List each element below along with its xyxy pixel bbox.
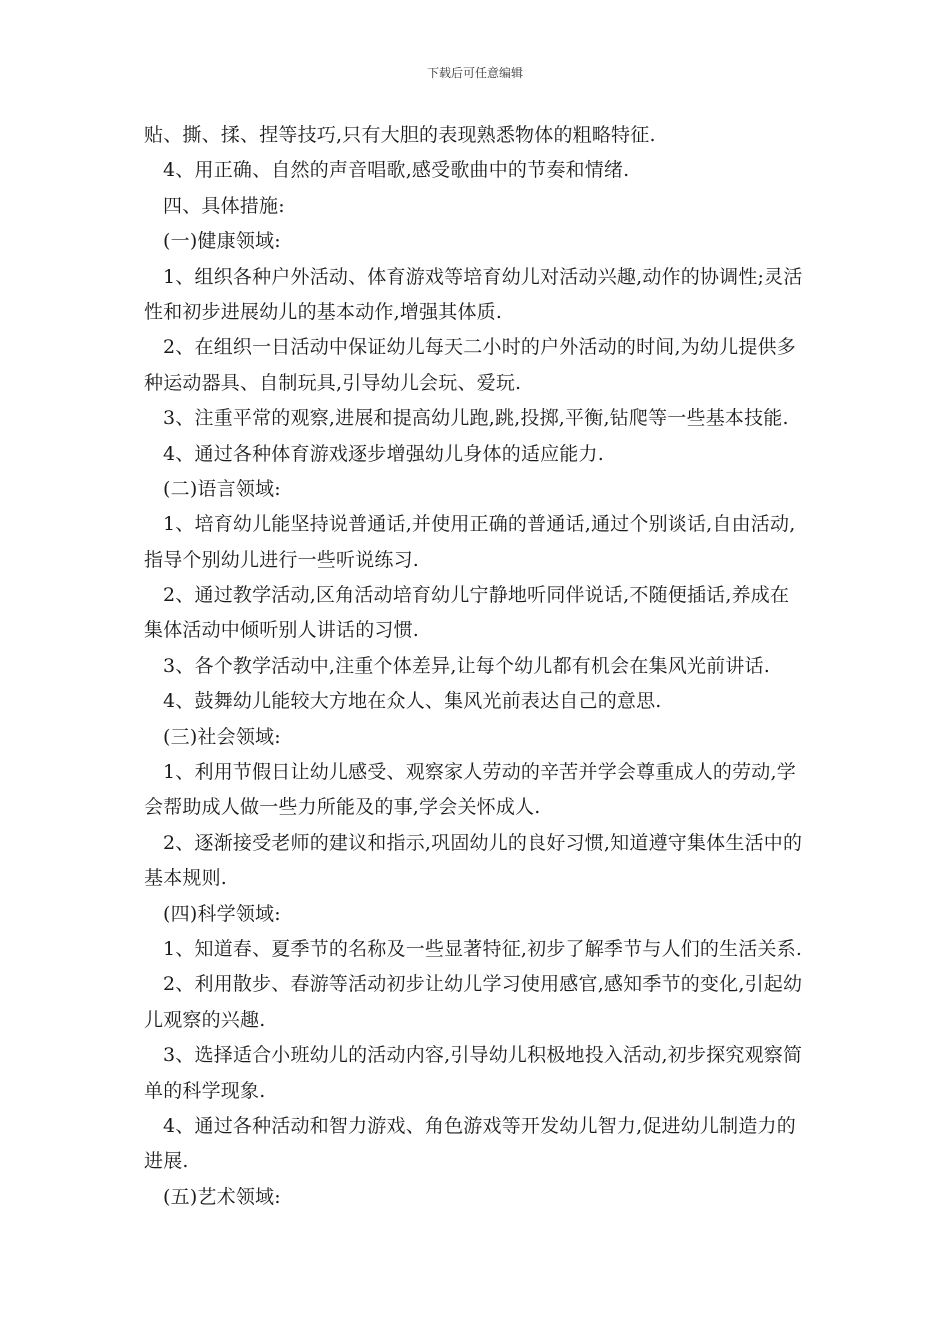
text-line: 四、具体措施:	[163, 194, 285, 217]
text-line: 基本规则.	[144, 867, 228, 890]
text-line: (四)科学领域:	[163, 902, 281, 925]
text-line: (二)语言领域:	[163, 477, 281, 500]
text-line: 2、在组织一日活动中保证幼儿每天二小时的户外活动的时间,为幼儿提供多	[163, 336, 796, 359]
text-line: 2、利用散步、春游等活动初步让幼儿学习使用感官,感知季节的变化,引起幼	[163, 973, 803, 996]
text-line: 种运动器具、自制玩具,引导幼儿会玩、爱玩.	[144, 371, 522, 394]
text-line: 4、通过各种体育游戏逐步增强幼儿身体的适应能力.	[163, 442, 604, 465]
text-line: 进展.	[144, 1150, 189, 1173]
text-line: 3、选择适合小班幼儿的活动内容,引导幼儿积极地投入活动,初步探究观察简	[163, 1044, 803, 1067]
text-line: (三)社会领域:	[163, 725, 281, 748]
text-line: 1、培育幼儿能坚持说普通话,并使用正确的普通话,通过个别谈话,自由活动,	[163, 513, 796, 536]
text-line: 性和初步进展幼儿的基本动作,增强其体质.	[144, 300, 503, 323]
text-line: (五)艺术领域:	[163, 1185, 281, 1208]
text-line: 儿观察的兴趣.	[144, 1008, 266, 1031]
text-line: (一)健康领域:	[163, 230, 281, 253]
text-line: 1、利用节假日让幼儿感受、观察家人劳动的辛苦并学会尊重成人的劳动,学	[163, 761, 796, 784]
text-line: 1、知道春、夏季节的名称及一些显著特征,初步了解季节与人们的生活关系.	[163, 937, 803, 960]
text-line: 贴、撕、揉、捏等技巧,只有大胆的表现熟悉物体的粗略特征.	[144, 124, 656, 146]
text-line: 4、通过各种活动和智力游戏、角色游戏等开发幼儿智力,促进幼儿制造力的	[163, 1114, 796, 1137]
text-line: 单的科学现象.	[144, 1079, 266, 1102]
text-line: 4、鼓舞幼儿能较大方地在众人、集风光前表达自己的意思.	[163, 690, 662, 713]
page-header: 下载后可任意编辑	[426, 66, 523, 80]
text-line: 2、逐渐接受老师的建议和指示,巩固幼儿的良好习惯,知道遵守集体生活中的	[163, 831, 803, 854]
text-line: 4、用正确、自然的声音唱歌,感受歌曲中的节奏和情绪.	[163, 159, 630, 182]
text-line: 3、注重平常的观察,进展和提高幼儿跑,跳,投掷,平衡,钻爬等一些基本技能.	[163, 407, 789, 430]
document-body	[144, 118, 810, 1215]
text-line: 2、通过教学活动,区角活动培育幼儿宁静地听同伴说话,不随便插话,养成在	[163, 584, 790, 607]
text-line: 集体活动中倾听别人讲话的习惯.	[144, 619, 420, 642]
text-line: 指导个别幼儿进行一些听说练习.	[144, 548, 420, 571]
text-line: 3、各个教学活动中,注重个体差异,让每个幼儿都有机会在集风光前讲话.	[163, 654, 771, 677]
text-line: 1、组织各种户外活动、体育游戏等培育幼儿对活动兴趣,动作的协调性;灵活	[163, 265, 803, 288]
text-line: 会帮助成人做一些力所能及的事,学会关怀成人.	[144, 796, 541, 819]
